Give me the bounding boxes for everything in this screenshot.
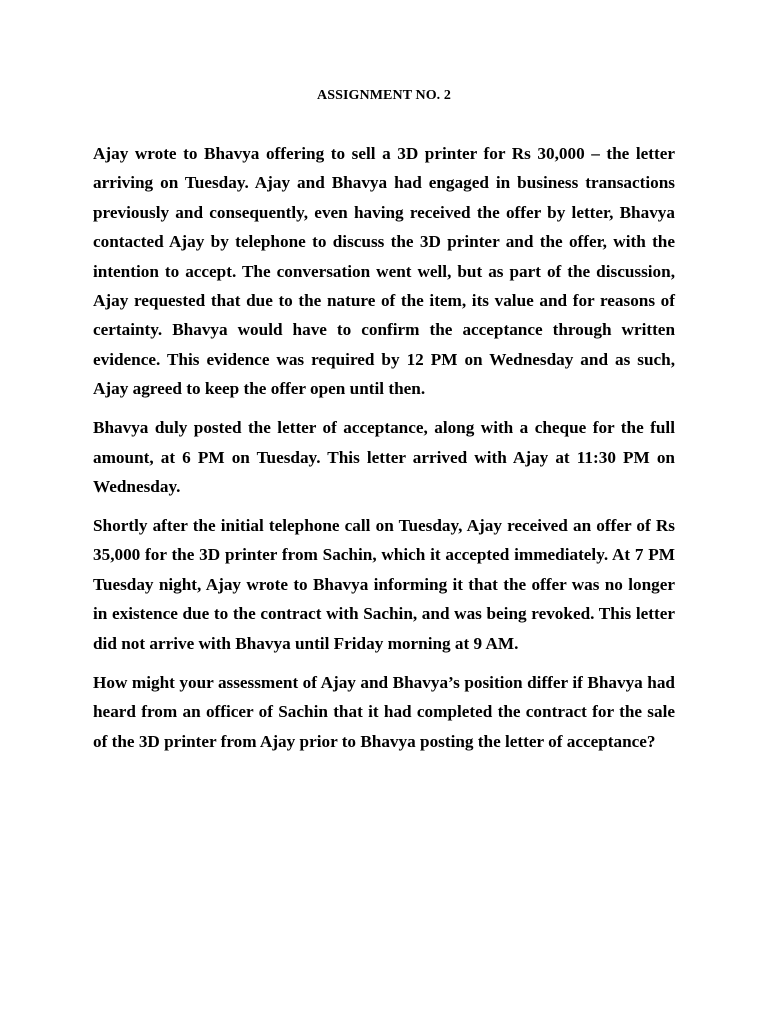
paragraph-acceptance: Bhavya duly posted the letter of acceptance, along with a cheque for the full amount, at 6 PM on Tuesday. This letter arrived with Ajay at 11:30 PM on Wednesday. bbox=[93, 418, 675, 497]
paragraph-question: How might your assessment of Ajay and Bhavya’s position differ if Bhavya had heard from an officer of Sachin that it had completed the contract for the sale of the 3D printer from Ajay prior to Bhavya posting the letter of acceptance? bbox=[93, 672, 675, 751]
document-title: ASSIGNMENT NO. 2 bbox=[317, 88, 451, 103]
paragraph-revocation: Shortly after the initial telephone call on Tuesday, Ajay received an offer of Rs 35,000 for the 3D printer from Sachin, which it accepted immediately. At 7 PM Tuesday night, Ajay wrote to Bhavya informing it that the offer was no longer in existence due to the contract with Sachin, and was being revoked. This letter did not arrive with Bhavya until Friday morning at 9 AM. bbox=[93, 516, 675, 653]
paragraph-offer: Ajay wrote to Bhavya offering to sell a 3D printer for Rs 30,000 – the letter arriving on Tuesday. Ajay and Bhavya had engaged in business transactions previously and consequently, even having received the offer by letter, Bhavya contacted Ajay by telephone to discuss the 3D printer and the offer, with the intention to accept. The conversation went well, but as part of the discussion, Ajay requested that due to the nature of the item, its value and for reasons of certainty. Bhavya would have to confirm the acceptance through written evidence. This evidence was required by 12 PM on Wednesday and as such, Ajay agreed to keep the offer open until then. bbox=[93, 144, 675, 399]
document-body bbox=[93, 139, 675, 766]
